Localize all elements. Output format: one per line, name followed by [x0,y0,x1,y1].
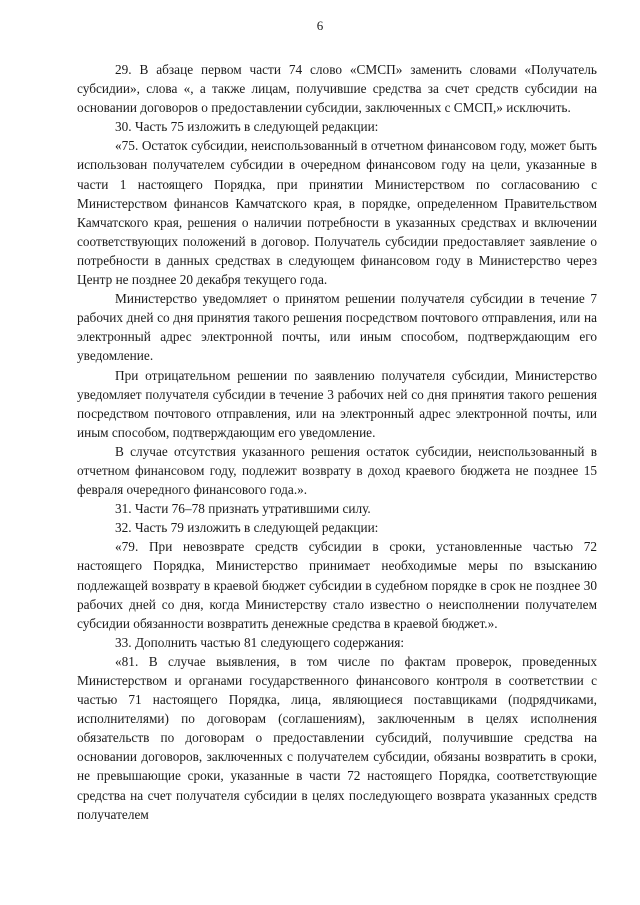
paragraph-32-heading: 32. Часть 79 изложить в следующей редакции: [115,520,379,536]
paragraph-negative-decision: При отрицательном решении по заявлению получателя субсидии, Министерство уведомляет получателя субсидии в течение 3 рабочих ней со дня принятия такого решения посредством почтового отправления, или на электронный адрес электронной почты, или иным способом, подтверждающим его уведомление. [77,367,597,440]
document-body [77,60,597,824]
paragraph-notification: Министерство уведомляет о принятом решении получателя субсидии в течение 7 рабочих дней со дня принятия такого решения посредством почтового отправления, или на электронный адрес электронной почты, или иным способом, подтверждающим его уведомление. [77,291,597,364]
paragraph-75-text: «75. Остаток субсидии, неиспользованный в отчетном финансовом году, может быть использован получателем субсидии в очередном финансовом году на цели, указанные в части 1 настоящего Порядка, при принятии Министерством по согласованию с Министерством финансов Камчатского края, в порядке, определенном Правительством Камчатского края, решения о наличии потребности в указанных средствах и включении соответствующих положений в договор. Получатель субсидии предоставляет заявление о потребности в данных средствах в следующем финансовом году в Министерство через Центр не позднее 20 декабря текущего года. [77,138,597,288]
paragraph-no-decision: В случае отсутствия указанного решения остаток субсидии, неиспользованный в отчетном финансовом году, подлежит возврату в доход краевого бюджета не позднее 15 февраля очередного финансового года.». [77,443,597,498]
paragraph-81-text: «81. В случае выявления, в том числе по фактам проверок, проведенных Министерством и органами государственного финансового контроля в соответствии с частью 71 настоящего Порядка, лица, являющиеся поставщиками (подрядчиками, исполнителями) по договорам (соглашениям), заключенным в целях исполнения обязательств по договорам о предоставлении субсидий, получившие средства на основании договоров, заключенных с получателем субсидии, обязаны возвратить в сроки, не превышающие сроки, указанные в части 72 настоящего Порядка, соответствующие средства на счет получателя субсидии в целях последующего возврата указанных средств получателем [77,653,597,822]
page-number: 6 [316,18,324,33]
paragraph-79-text: «79. При невозврате средств субсидии в сроки, установленные частью 72 настоящего Порядка, Министерство принимает необходимые меры по взысканию подлежащей возврату в краевой бюджет субсидии в судебном порядке в срок не позднее 30 рабочих дней со дня, когда Министерству стало известно о неисполнении получателем субсидии обязанности возвратить денежные средства в краевой бюджет.». [77,539,597,631]
paragraph-30-heading: 30. Часть 75 изложить в следующей редакции: [115,119,379,135]
paragraph-33-heading: 33. Дополнить частью 81 следующего содержания: [115,634,405,650]
paragraph-29: 29. В абзаце первом части 74 слово «СМСП» заменить словами «Получатель субсидии», слова «, а также лицам, получившие средства за счет средств субсидии на основании договоров о предоставлении субсидии, заключенных с СМСП,» исключить. [77,62,597,116]
paragraph-31: 31. Части 76–78 признать утратившими силу. [115,501,371,517]
